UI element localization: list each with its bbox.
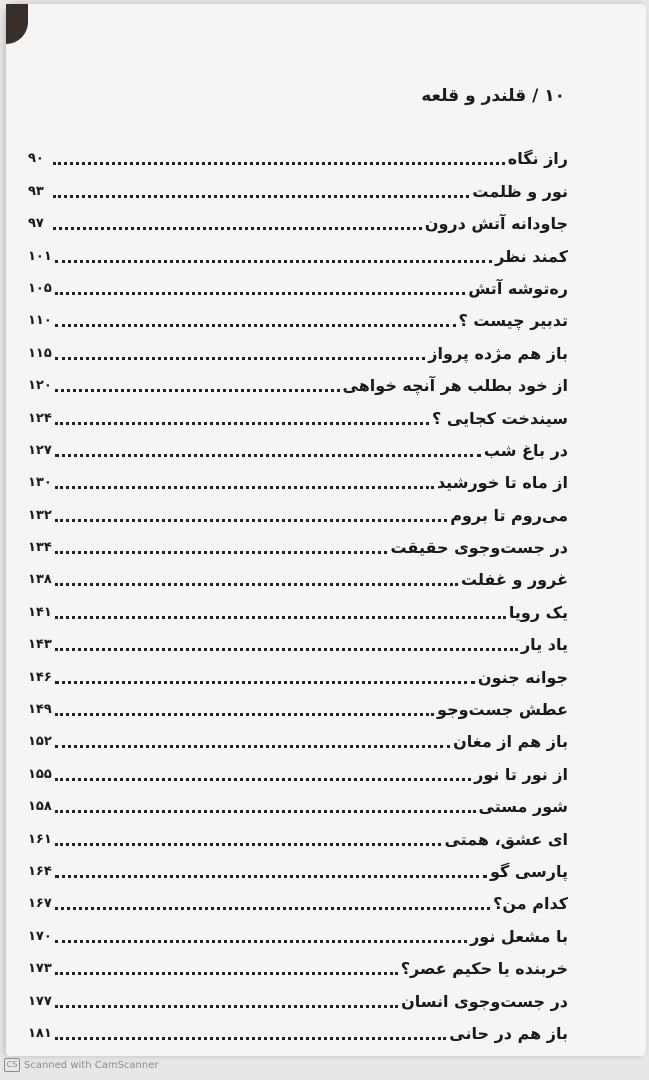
toc-entry-title: نور و ظلمت: [472, 181, 568, 201]
toc-leader-dots: [55, 843, 442, 846]
toc-entry-page-number: ۱۸۱: [28, 1025, 52, 1041]
toc-entry-page-number: ۹۳: [28, 183, 44, 199]
toc-entry-title: ای عشق، همتی: [444, 829, 568, 849]
toc-entry: [28, 851, 568, 883]
toc-entry-title: یک رویا: [508, 602, 568, 622]
toc-entry-title: عطش جست‌وجو: [437, 700, 568, 720]
toc-entry-page-number: ۱۷۰: [28, 928, 52, 944]
toc-entry-page-number: ۱۵۸: [28, 799, 52, 815]
toc-entry-page-number: ۱۳۸: [28, 572, 52, 588]
toc-leader-dots: [55, 1037, 446, 1040]
toc-entry-page-number: ۱۵۵: [28, 766, 52, 782]
camscanner-icon: CS: [4, 1058, 20, 1072]
toc-leader-dots: [55, 713, 434, 716]
toc-entry: [28, 462, 568, 494]
toc-entry-title: از نور تا نور: [474, 764, 568, 784]
toc-entry: [28, 430, 568, 462]
toc-entry: [28, 915, 568, 947]
toc-leader-dots: [55, 778, 471, 781]
toc-entry: [28, 300, 568, 332]
toc-leader-dots: [55, 551, 388, 554]
toc-entry-title: ره‌توشه آتش: [468, 278, 568, 298]
toc-leader-dots: [55, 616, 506, 619]
toc-leader-dots: [55, 745, 450, 748]
toc-entry-title: کدام من؟: [493, 894, 568, 914]
toc-entry-page-number: ۹۰: [28, 151, 44, 167]
toc-leader-dots: [55, 519, 447, 522]
toc-leader-dots: [53, 195, 469, 198]
toc-leader-dots: [55, 422, 429, 425]
toc-entry: [28, 494, 568, 526]
toc-entry: [28, 138, 568, 170]
toc-leader-dots: [55, 486, 434, 489]
toc-entry-title: در باغ شب: [483, 440, 568, 460]
running-header: ۱۰ / قلندر و قلعه: [421, 86, 565, 106]
toc-entry-page-number: ۱۱۵: [28, 345, 52, 361]
toc-leader-dots: [55, 875, 487, 878]
toc-entry: [28, 170, 568, 202]
toc-leader-dots: [55, 389, 340, 392]
toc-leader-dots: [55, 357, 425, 360]
toc-leader-dots: [53, 227, 422, 230]
toc-entry-title: سیندخت کجایی ؟: [432, 408, 568, 428]
toc-entry: [28, 786, 568, 818]
toc-entry-page-number: ۱۳۴: [28, 540, 52, 556]
toc-entry: [28, 203, 568, 235]
toc-entry: [28, 818, 568, 850]
toc-entry: [28, 268, 568, 300]
toc-entry-page-number: ۱۲۷: [28, 442, 52, 458]
toc-entry-title: با مشعل نور: [470, 926, 568, 946]
toc-leader-dots: [55, 292, 465, 295]
toc-entry-title: غرور و غفلت: [460, 570, 568, 590]
toc-entry-title: در جست‌وجوی حقیقت: [390, 538, 568, 558]
toc-entry-title: خربنده یا حکیم عصر؟: [400, 959, 568, 979]
toc-entry-title: می‌روم تا بروم: [450, 505, 568, 525]
toc-entry-title: راز نگاه: [507, 149, 568, 169]
toc-leader-dots: [55, 940, 467, 943]
toc-entry: [28, 559, 568, 591]
toc-entry-title: یاد یار: [520, 635, 568, 655]
toc-entry-page-number: ۱۶۱: [28, 831, 52, 847]
toc-leader-dots: [55, 260, 492, 263]
toc-entry-title: باز هم از مغان: [453, 732, 568, 752]
toc-entry-title: تدبیر چیست ؟: [458, 311, 568, 331]
toc-entry-page-number: ۹۷: [28, 216, 44, 232]
toc-leader-dots: [55, 454, 481, 457]
toc-entry-page-number: ۱۴۶: [28, 669, 52, 685]
toc-entry-page-number: ۱۴۳: [28, 637, 52, 653]
page-corner-shadow: [6, 4, 28, 44]
toc-entry: [28, 689, 568, 721]
toc-entry: [28, 753, 568, 785]
toc-entry-page-number: ۱۰۵: [28, 280, 52, 296]
scanner-text: Scanned with CamScanner: [24, 1059, 159, 1071]
toc-entry: [28, 883, 568, 915]
toc-leader-dots: [53, 162, 505, 165]
toc-leader-dots: [55, 681, 475, 684]
toc-entry-page-number: ۱۷۷: [28, 993, 52, 1009]
table-of-contents: [28, 138, 568, 1045]
toc-leader-dots: [55, 972, 398, 975]
toc-leader-dots: [55, 810, 476, 813]
toc-entry-title: در جست‌وجوی انسان: [401, 991, 568, 1011]
toc-entry: [28, 980, 568, 1012]
toc-entry-page-number: ۱۱۰: [28, 313, 52, 329]
toc-entry-page-number: ۱۶۴: [28, 863, 52, 879]
toc-entry-page-number: ۱۶۷: [28, 896, 52, 912]
toc-entry: [28, 591, 568, 623]
toc-entry: [28, 235, 568, 267]
toc-entry-title: از ماه تا خورشید: [436, 473, 568, 493]
toc-entry-page-number: ۱۲۴: [28, 410, 52, 426]
toc-entry: [28, 656, 568, 688]
scanner-watermark: [4, 1058, 159, 1072]
toc-entry-page-number: ۱۰۱: [28, 248, 52, 264]
toc-entry: [28, 365, 568, 397]
toc-entry-title: شور مستی: [478, 797, 568, 817]
toc-entry-title: باز هم مژده پرواز: [428, 343, 568, 363]
toc-leader-dots: [55, 583, 458, 586]
toc-entry: [28, 527, 568, 559]
toc-entry-title: باز هم در حانی: [449, 1023, 568, 1043]
toc-leader-dots: [55, 907, 490, 910]
toc-entry-title: جاودانه آتش درون: [424, 214, 568, 234]
toc-entry-title: از خود بطلب هر آنچه خواهی: [342, 376, 568, 396]
toc-entry: [28, 397, 568, 429]
toc-entry-page-number: ۱۵۲: [28, 734, 52, 750]
toc-entry-page-number: ۱۴۱: [28, 604, 52, 620]
toc-leader-dots: [55, 1005, 398, 1008]
toc-entry-page-number: ۱۳۰: [28, 475, 52, 491]
toc-entry: [28, 721, 568, 753]
toc-entry-page-number: ۱۷۳: [28, 961, 52, 977]
toc-entry-title: جوانه جنون: [477, 667, 568, 687]
toc-entry-title: کمند نظر: [495, 246, 568, 266]
toc-entry: [28, 1013, 568, 1045]
toc-entry-title: پارسی گو: [489, 861, 568, 881]
toc-leader-dots: [55, 324, 456, 327]
toc-entry: [28, 624, 568, 656]
toc-entry: [28, 948, 568, 980]
toc-entry-page-number: ۱۳۲: [28, 507, 52, 523]
toc-entry-page-number: ۱۲۰: [28, 378, 52, 394]
toc-leader-dots: [55, 648, 518, 651]
toc-entry: [28, 332, 568, 364]
toc-entry-page-number: ۱۴۹: [28, 702, 52, 718]
